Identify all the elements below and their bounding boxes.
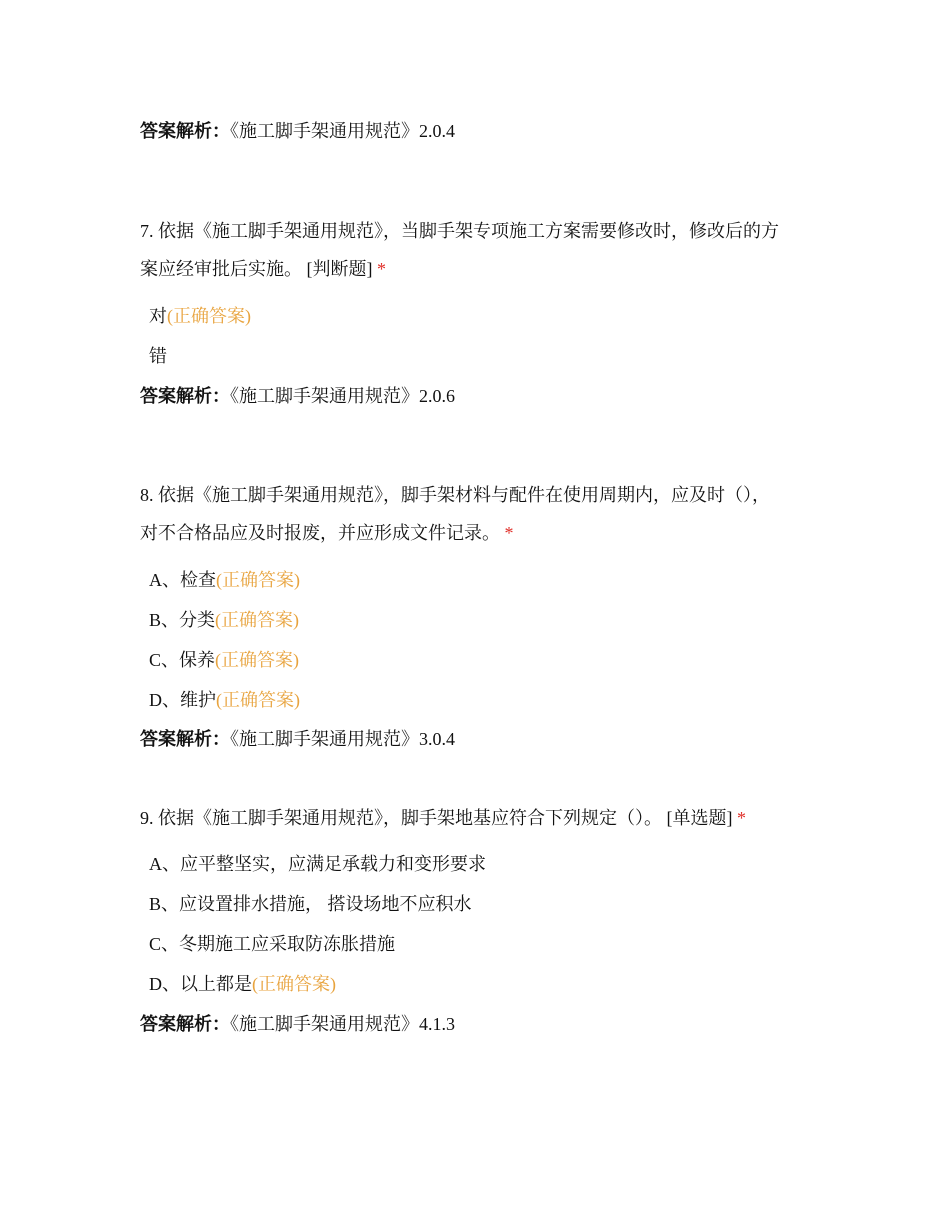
question-9-option-d[interactable] [149, 972, 336, 996]
required-mark: * [377, 259, 386, 279]
option-text: A、检查 [149, 570, 216, 590]
question-9-text-line-1 [140, 806, 746, 830]
analysis-text: 《施工脚手架通用规范》3.0.4 [230, 729, 455, 749]
option-text: B、分类 [149, 610, 216, 630]
question-7-text-line-2-content: 案应经审批后实施。 [判断题] [140, 259, 377, 279]
question-9-option-b[interactable] [149, 892, 472, 916]
analysis-text: 《施工脚手架通用规范》4.1.3 [230, 1014, 455, 1034]
question-7-text-line-2 [140, 257, 386, 281]
question-7-text-line-1: 7. 依据《施工脚手架通用规范》，当脚手架专项施工方案需要修改时，修改后的方 [140, 221, 779, 241]
correct-answer-tag: (正确答案) [215, 610, 300, 630]
question-8-option-d[interactable] [149, 688, 300, 712]
option-text: 错 [149, 346, 167, 366]
analysis-q7 [140, 384, 455, 409]
analysis-label: 答案解析： [140, 386, 230, 407]
question-9-option-c[interactable] [149, 932, 395, 956]
analysis-q6 [140, 119, 455, 144]
analysis-text: 《施工脚手架通用规范》2.0.4 [230, 121, 455, 141]
option-text: A、应平整坚实，应满足承载力和变形要求 [149, 854, 486, 874]
question-7-option-1[interactable] [149, 304, 251, 328]
question-9-text-content: 9. 依据《施工脚手架通用规范》，脚手架地基应符合下列规定（）。 [单选题] [140, 808, 737, 828]
option-text: D、维护 [149, 690, 216, 710]
correct-answer-tag: (正确答案) [215, 650, 300, 670]
option-text: D、以上都是 [149, 974, 252, 994]
question-8-option-c[interactable] [149, 648, 299, 672]
correct-answer-tag: (正确答案) [216, 570, 300, 590]
question-8-text-line-2 [140, 521, 514, 545]
analysis-text: 《施工脚手架通用规范》2.0.6 [230, 386, 455, 406]
option-text: C、冬期施工应采取防冻胀措施 [149, 934, 396, 954]
question-8-option-a[interactable] [149, 568, 300, 592]
analysis-label: 答案解析： [140, 121, 230, 142]
option-text: 对 [149, 306, 167, 326]
required-mark: * [504, 523, 514, 543]
question-7-option-2[interactable] [149, 344, 167, 368]
option-text: B、应设置排水措施， 搭设场地不应积水 [149, 894, 472, 914]
question-8-option-b[interactable] [149, 608, 299, 632]
analysis-label: 答案解析： [140, 729, 230, 750]
correct-answer-tag: (正确答案) [167, 306, 251, 326]
question-8-text-line-1: 8. 依据《施工脚手架通用规范》，脚手架材料与配件在使用周期内，应及时（）， [140, 485, 770, 505]
analysis-label: 答案解析： [140, 1014, 230, 1035]
analysis-q8 [140, 727, 455, 752]
question-8-text-line-2-content: 对不合格品应及时报废，并应形成文件记录。 [140, 523, 505, 543]
question-9-option-a[interactable] [149, 852, 486, 876]
option-text: C、保养 [149, 650, 216, 670]
required-mark: * [737, 808, 746, 828]
correct-answer-tag: (正确答案) [252, 974, 336, 994]
correct-answer-tag: (正确答案) [216, 690, 300, 710]
analysis-q9 [140, 1012, 455, 1037]
